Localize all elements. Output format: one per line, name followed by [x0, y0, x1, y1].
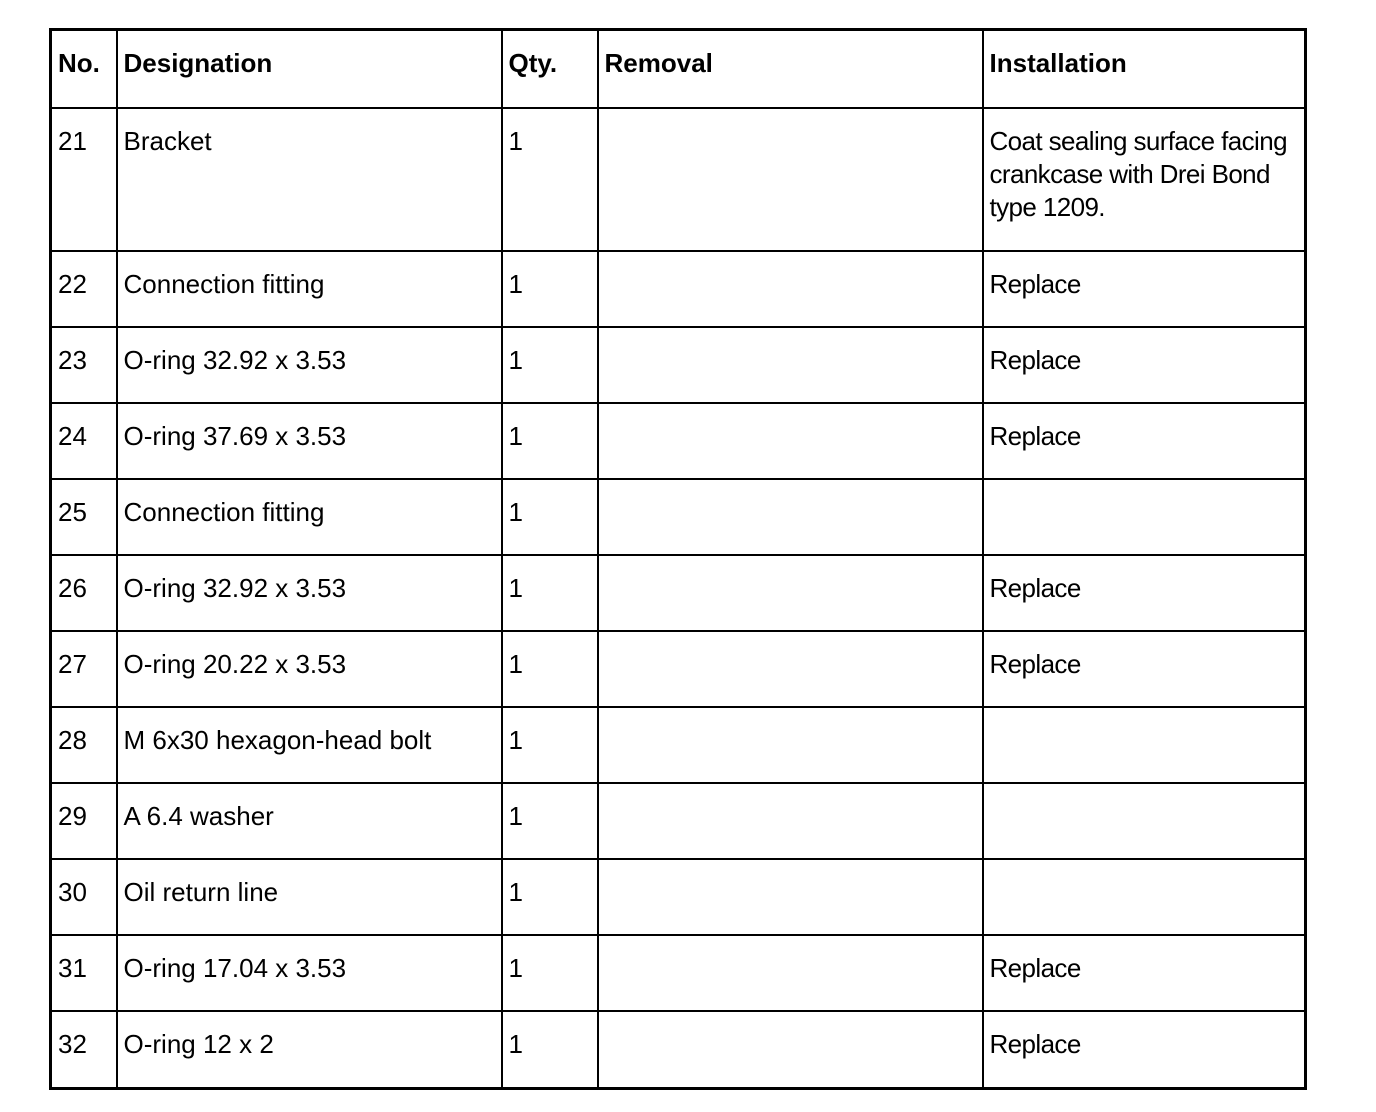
cell-designation: O-ring 32.92 x 3.53 [117, 555, 502, 631]
cell-qty: 1 [502, 935, 598, 1011]
cell-removal [598, 108, 983, 251]
cell-installation: Replace [983, 631, 1306, 707]
cell-installation [983, 783, 1306, 859]
cell-no: 32 [51, 1011, 117, 1089]
cell-no: 31 [51, 935, 117, 1011]
cell-no: 22 [51, 251, 117, 327]
cell-qty: 1 [502, 403, 598, 479]
cell-no: 26 [51, 555, 117, 631]
cell-installation: Replace [983, 555, 1306, 631]
header-removal: Removal [598, 30, 983, 108]
table-row [51, 631, 1306, 707]
cell-designation: O-ring 12 x 2 [117, 1011, 502, 1089]
cell-removal [598, 935, 983, 1011]
cell-designation: O-ring 17.04 x 3.53 [117, 935, 502, 1011]
cell-installation [983, 859, 1306, 935]
cell-removal [598, 479, 983, 555]
cell-qty: 1 [502, 1011, 598, 1089]
cell-installation [983, 479, 1306, 555]
table-row [51, 479, 1306, 555]
cell-qty: 1 [502, 108, 598, 251]
cell-no: 30 [51, 859, 117, 935]
cell-no: 23 [51, 327, 117, 403]
cell-no: 21 [51, 108, 117, 251]
cell-qty: 1 [502, 707, 598, 783]
table-row [51, 108, 1306, 251]
cell-no: 27 [51, 631, 117, 707]
table-body [51, 108, 1306, 1089]
table-row [51, 859, 1306, 935]
cell-designation: O-ring 20.22 x 3.53 [117, 631, 502, 707]
cell-installation: Replace [983, 403, 1306, 479]
table-row [51, 251, 1306, 327]
table-header [51, 30, 1306, 108]
cell-removal [598, 1011, 983, 1089]
cell-qty: 1 [502, 327, 598, 403]
table-row [51, 935, 1306, 1011]
cell-removal [598, 251, 983, 327]
cell-removal [598, 859, 983, 935]
cell-removal [598, 631, 983, 707]
cell-no: 25 [51, 479, 117, 555]
cell-designation: A 6.4 washer [117, 783, 502, 859]
cell-installation: Replace [983, 251, 1306, 327]
parts-table [49, 28, 1307, 1090]
table-row [51, 403, 1306, 479]
header-installation: Installation [983, 30, 1306, 108]
cell-installation: Replace [983, 1011, 1306, 1089]
table-row [51, 707, 1306, 783]
header-no: No. [51, 30, 117, 108]
table-row [51, 327, 1306, 403]
cell-designation: Connection fitting [117, 251, 502, 327]
cell-no: 28 [51, 707, 117, 783]
cell-no: 29 [51, 783, 117, 859]
cell-installation: Replace [983, 935, 1306, 1011]
cell-designation: O-ring 37.69 x 3.53 [117, 403, 502, 479]
table-row [51, 555, 1306, 631]
cell-removal [598, 707, 983, 783]
cell-designation: M 6x30 hexagon-head bolt [117, 707, 502, 783]
table-row [51, 783, 1306, 859]
cell-designation: O-ring 32.92 x 3.53 [117, 327, 502, 403]
cell-removal [598, 403, 983, 479]
cell-qty: 1 [502, 479, 598, 555]
cell-qty: 1 [502, 631, 598, 707]
header-designation: Designation [117, 30, 502, 108]
table-row [51, 1011, 1306, 1089]
header-qty: Qty. [502, 30, 598, 108]
cell-qty: 1 [502, 555, 598, 631]
cell-installation: Coat sealing surface facing crankcase with Drei Bond type 1209. [983, 108, 1306, 251]
cell-removal [598, 555, 983, 631]
cell-qty: 1 [502, 859, 598, 935]
cell-removal [598, 327, 983, 403]
cell-designation: Oil return line [117, 859, 502, 935]
cell-qty: 1 [502, 251, 598, 327]
header-row [51, 30, 1306, 108]
cell-installation [983, 707, 1306, 783]
cell-designation: Bracket [117, 108, 502, 251]
cell-no: 24 [51, 403, 117, 479]
cell-designation: Connection fitting [117, 479, 502, 555]
cell-qty: 1 [502, 783, 598, 859]
cell-removal [598, 783, 983, 859]
cell-installation: Replace [983, 327, 1306, 403]
